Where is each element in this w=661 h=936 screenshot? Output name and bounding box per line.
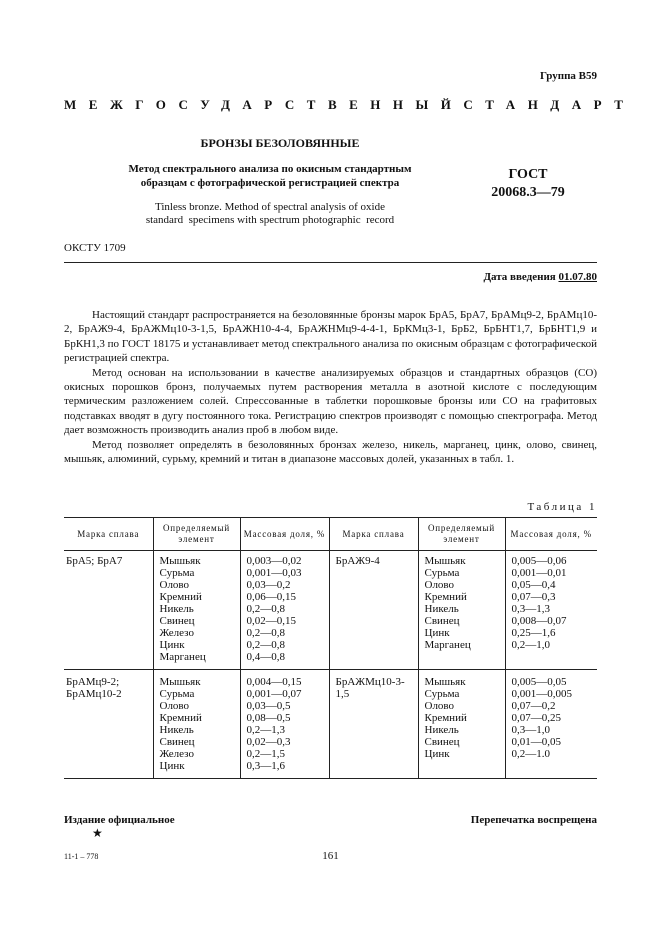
header-grade-2: Марка сплава — [329, 518, 418, 551]
gost-number: 20068.3—79 — [491, 185, 565, 200]
standard-banner — [64, 97, 636, 113]
element-cell: Мышьяк Сурьма Олово Кремний Никель Свинец Цинк — [418, 670, 505, 779]
banner-standard: СТАНДАРТ — [463, 97, 636, 112]
table-caption: Таблица 1 — [527, 501, 597, 513]
header-element-2: Определяемый элемент — [418, 518, 505, 551]
table-row — [64, 551, 597, 670]
print-code: 11-1 – 778 — [64, 852, 99, 861]
header-fraction: Массовая доля, % — [240, 518, 329, 551]
grade-cell: БрАЖМц10-3-1,5 — [329, 670, 418, 779]
subtitle-russian-line-2: образцам с фотографической регистрацией спектра — [140, 177, 400, 189]
paragraph-elements: Метод позволяет определять в безоловянных бронзах железо, никель, марганец, цинк, олово, свинец, мышьяк, алюминий, сурьму, кремний и титан в диапазоне массовых долей, указанных в табл. 1. — [64, 438, 597, 466]
document-title: БРОНЗЫ БЕЗОЛОВЯННЫЕ — [200, 136, 360, 150]
fraction-cell: 0,005—0,06 0,001—0,01 0,05—0,4 0,07—0,3 0,3—1,3 0,008—0,07 0,25—1,6 0,2—1,0 — [505, 551, 597, 670]
element-cell: Мышьяк Сурьма Олово Кремний Никель Свинец Железо Цинк Марганец — [153, 551, 240, 670]
subtitle-russian-line-1: Метод спектрального анализа по окисным стандартным — [128, 163, 412, 175]
element-cell: Мышьяк Сурьма Олово Кремний Никель Свинец Цинк Марганец — [418, 551, 505, 670]
header-divider — [64, 262, 597, 263]
grade-cell: БрА5; БрА7 — [64, 551, 153, 670]
page-number: 161 — [322, 850, 339, 862]
gost-designation — [468, 166, 588, 202]
fraction-cell: 0,005—0,05 0,001—0,005 0,07—0,2 0,07—0,25 0,3—1,0 0,01—0,05 0,2—1.0 — [505, 670, 597, 779]
body-text — [64, 308, 597, 466]
table-header-row — [64, 518, 597, 551]
header-grade: Марка сплава — [64, 518, 153, 551]
introduction-date-label: Дата введения — [483, 271, 559, 283]
subtitle-english-line-2: standard specimens with spectrum photographic record — [145, 214, 395, 226]
header-element: Определяемый элемент — [153, 518, 240, 551]
group-code: Группа В59 — [539, 70, 597, 82]
gost-label: ГОСТ — [508, 167, 548, 182]
banner-interstate: МЕЖГОСУДАРСТВЕННЫЙ — [64, 97, 464, 112]
paragraph-method: Метод основан на использовании в качестве анализируемых образцов и стандартных образцов (СО) окисных порошков бронз, получаемых путем растворения металла в азотной кислоте с последующим термическим разложением солей. Спрессованные в таблетки порошковые бронзы или СО на графитовых подставках вводят в дугу постоянного тока. Регистрацию спектров производят с помощью спектрографа. Метод дает возможность производить анализ проб в любом виде. — [64, 366, 597, 437]
official-edition-note: Издание официальное — [64, 814, 175, 826]
grade-cell: БрАЖ9-4 — [329, 551, 418, 670]
introduction-date — [483, 271, 597, 283]
subtitle-english-line-1: Tinless bronze. Method of spectral analysis of oxide — [155, 201, 385, 213]
grade-cell: БрАМц9-2; БрАМц10-2 — [64, 670, 153, 779]
star-icon: ★ — [92, 826, 103, 840]
okstu-code: ОКСТУ 1709 — [64, 242, 126, 254]
header-fraction-2: Массовая доля, % — [505, 518, 597, 551]
fraction-cell: 0,003—0,02 0,001—0,03 0,03—0,2 0,06—0,15 0,2—0,8 0,02—0,15 0,2—0,8 0,2—0,8 0,4—0,8 — [240, 551, 329, 670]
paragraph-scope: Настоящий стандарт распространяется на безоловянные бронзы марок БрА5, БрА7, БрАМц9-2, БрАМц10-2, БрАЖ9-4, БрАЖМц10-3-1,5, БрАЖН10-4-4, БрАЖНМц9-4-4-1, БрКМц3-1, БрБ2, БрБНТ1,7, БрБНТ1,9 и БрКН1,3 по ГОСТ 18175 и устанавливает метод спектрального анализа по окисным образцам с фотографической регистрацией спектра. — [64, 309, 597, 365]
composition-table — [64, 517, 597, 779]
subtitle-english — [110, 201, 430, 227]
element-cell: Мышьяк Сурьма Олово Кремний Никель Свинец Железо Цинк — [153, 670, 240, 779]
table-row — [64, 670, 597, 779]
introduction-date-value: 01.07.80 — [558, 271, 597, 283]
subtitle-russian — [110, 162, 430, 190]
reprint-prohibited-note: Перепечатка воспрещена — [470, 814, 597, 826]
fraction-cell: 0,004—0,15 0,001—0,07 0,03—0,5 0,08—0,5 0,2—1,3 0,02—0,3 0,2—1,5 0,3—1,6 — [240, 670, 329, 779]
